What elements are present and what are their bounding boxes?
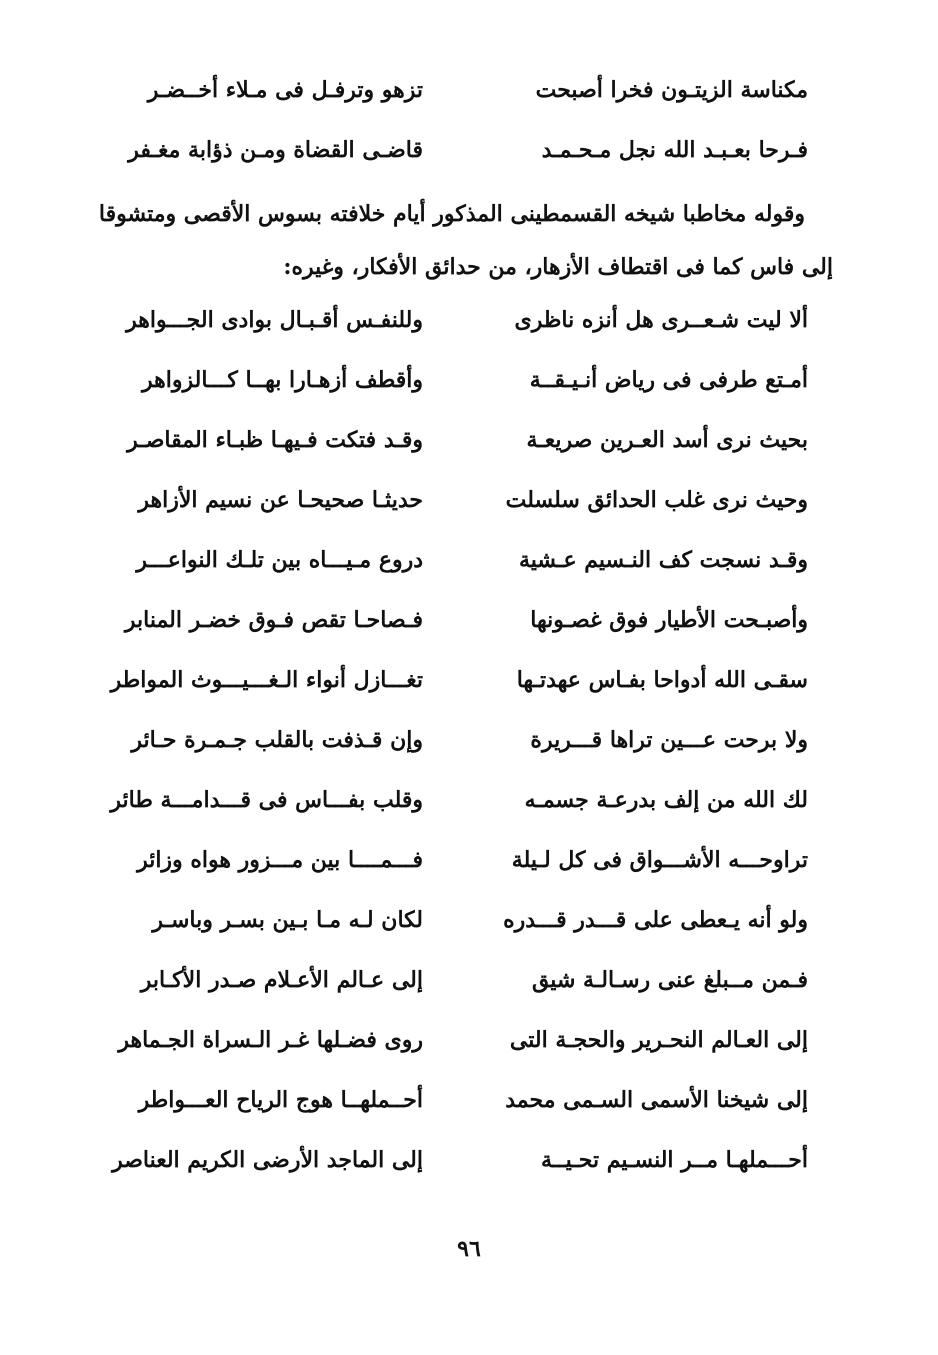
verse-first-hemistich: بحيث نرى أسد العـرين صريعـة: [526, 427, 808, 453]
prose-paragraph: [93, 188, 833, 294]
verse-second-hemistich: إلى عـالم الأعـلام صـدر الأكـابر: [140, 967, 423, 993]
verse-line: [0, 1020, 938, 1080]
verse-line: [0, 360, 938, 420]
verse-line: [0, 840, 938, 900]
verse-line: [0, 600, 938, 660]
verse-line: [0, 1080, 938, 1140]
verse-line: [0, 70, 938, 130]
verse-second-hemistich: دروع مـيـــاه بين تلـك النواعـــر: [136, 547, 423, 573]
prose-line: وقوله مخاطبا شيخه القسمطينى المذكور أيام خلافته بسوس الأقصى ومتشوقا: [98, 201, 805, 227]
poem-verses: [0, 300, 938, 1200]
verse-first-hemistich: مكناسة الزيتـون فخرا أصبحت: [535, 77, 808, 103]
verse-second-hemistich: إلى الماجد الأرضى الكريم العناصر: [112, 1147, 423, 1173]
verse-second-hemistich: لكان لـه مـا بـين بسـر وباسـر: [152, 907, 423, 933]
verse-line: [0, 900, 938, 960]
verse-second-hemistich: فـصاحـا تقص فـوق خضـر المنابر: [124, 607, 423, 633]
verse-first-hemistich: لك الله من إلف بدرعـة جسمـه: [524, 787, 808, 813]
verse-second-hemistich: وللنفـس أقـبـال بوادى الجـــواهر: [126, 307, 423, 333]
verse-line: [0, 300, 938, 360]
opening-verses: [0, 70, 938, 190]
verse-second-hemistich: تغـــازل أنواء الـغـــيـــوث المواطر: [110, 667, 423, 693]
verse-second-hemistich: وقلب بفـــاس فى قـــدامـــة طائر: [110, 787, 423, 813]
verse-first-hemistich: ولو أنه يـعطى على قـــدر قـــدره: [503, 907, 808, 933]
verse-second-hemistich: وإن قـذفت بالقلب جـمـرة حـائر: [131, 727, 423, 753]
verse-second-hemistich: وأقطف أزهـارا بهــا كـــالزواهر: [142, 367, 423, 393]
verse-line: [0, 420, 938, 480]
verse-second-hemistich: وقـد فتكت فـيهـا ظبـاء المقاصـر: [127, 427, 423, 453]
verse-second-hemistich: أحــملهــا هوج الرياح العـــواطر: [138, 1087, 423, 1113]
verse-first-hemistich: تراوحـــه الأشـــواق فى كل لـيلة: [511, 847, 808, 873]
verse-first-hemistich: ولا برحت عـــين تراها قـــريرة: [530, 727, 808, 753]
verse-line: [0, 1140, 938, 1200]
prose-line: إلى فاس كما فى اقتطاف الأزهار، من حدائق الأفكار، وغيره:: [283, 254, 833, 280]
verse-first-hemistich: وقـد نسجت كف النـسيم عـشية: [518, 547, 808, 573]
verse-line: [0, 540, 938, 600]
verse-line: [0, 780, 938, 840]
verse-first-hemistich: فـمن مــبلغ عنى رسـالـة شيق: [531, 967, 808, 993]
verse-first-hemistich: إلى شيخنا الأسمى السـمى محمد: [505, 1087, 808, 1113]
verse-second-hemistich: روى فضـلها غـر الـسراة الجـماهر: [118, 1027, 423, 1053]
verse-first-hemistich: وحيث نرى غلب الحدائق سلسلت: [505, 487, 808, 513]
page-number: ٩٦: [457, 1236, 481, 1262]
verse-first-hemistich: فـرحا بعـبـد الله نجل مـحـمـد: [541, 137, 808, 163]
verse-second-hemistich: قاضـى القضاة ومـن ذؤابة مغـفر: [128, 137, 423, 163]
verse-line: [0, 130, 938, 190]
verse-second-hemistich: فـــمــــا بين مـــزور هواه وزائر: [137, 847, 423, 873]
verse-line: [0, 720, 938, 780]
verse-line: [0, 960, 938, 1020]
verse-second-hemistich: حديثـا صحيحـا عن نسيم الأزاهر: [138, 487, 423, 513]
verse-first-hemistich: إلى العـالم النحـرير والحجـة التى: [509, 1027, 808, 1053]
verse-line: [0, 660, 938, 720]
verse-first-hemistich: سقـى الله أدواحا بفـاس عهدتـها: [516, 667, 808, 693]
verse-first-hemistich: ألا ليت شـعــرى هل أنزه ناظرى: [514, 307, 808, 333]
verse-first-hemistich: وأصبـحت الأطيار فوق غصـونها: [530, 607, 808, 633]
verse-second-hemistich: تزهو وترفـل فى مـلاء أخــضـر: [147, 77, 423, 103]
verse-first-hemistich: أمـتع طرفى فى رياض أنـيـقــة: [529, 367, 808, 393]
verse-first-hemistich: أحـــملهـا مــر النسـيم تحـيــة: [540, 1147, 808, 1173]
verse-line: [0, 480, 938, 540]
